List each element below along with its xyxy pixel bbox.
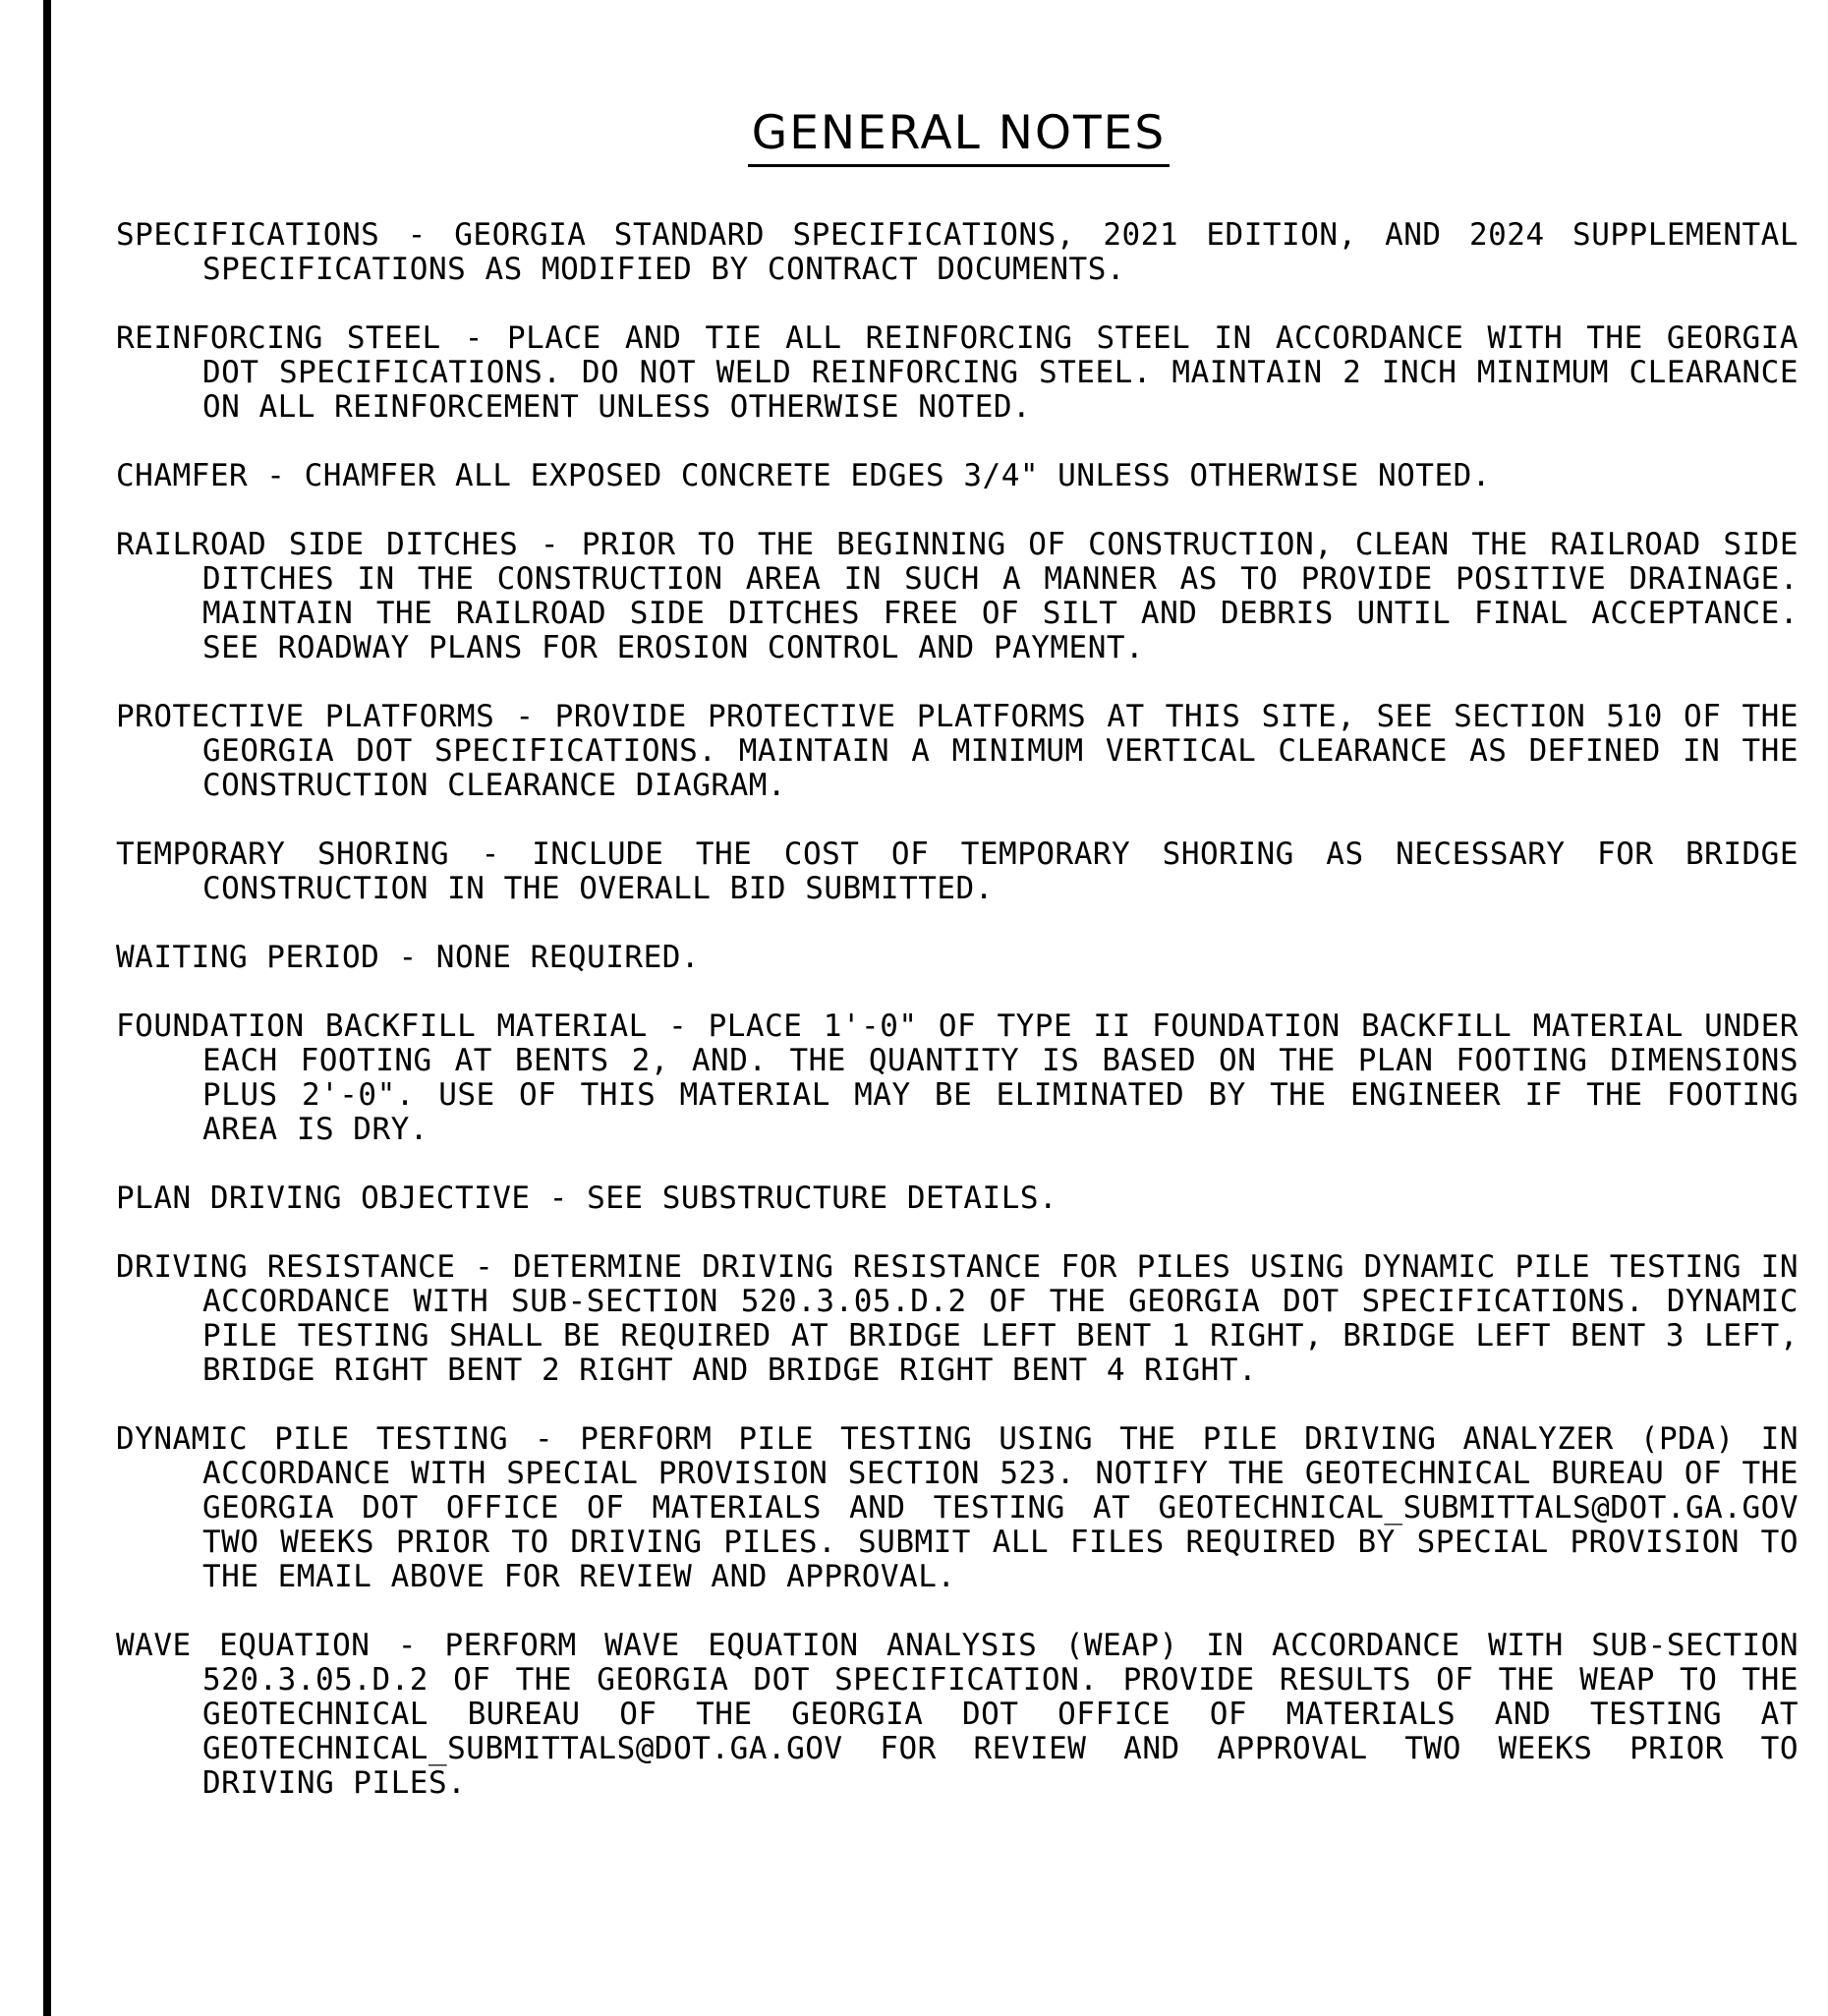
note-protective-platforms: PROTECTIVE PLATFORMS - PROVIDE PROTECTIVE PLATFORMS AT THIS SITE, SEE SECTION 510 OF THE GEORGIA DOT SPECIFICATIONS. MAINTAIN A MINIMUM VERTICAL CLEARANCE AS DEFINED IN THE CONSTRUCTION CLEARANCE DIAGRAM. <box>116 699 1799 803</box>
note-railroad-side-ditches: RAILROAD SIDE DITCHES - PRIOR TO THE BEGINNING OF CONSTRUCTION, CLEAN THE RAILROAD SIDE DITCHES IN THE CONSTRUCTION AREA IN SUCH A MANNER AS TO PROVIDE POSITIVE DRAINAGE. MAINTAIN THE RAILROAD SIDE DITCHES FREE OF SILT AND DEBRIS UNTIL FINAL ACCEPTANCE. SEE ROADWAY PLANS FOR EROSION CONTROL AND PAYMENT. <box>116 527 1799 665</box>
general-notes-list <box>116 218 1799 1835</box>
note-waiting-period: WAITING PERIOD - NONE REQUIRED. <box>116 940 701 975</box>
note-dynamic-pile-testing: DYNAMIC PILE TESTING - PERFORM PILE TESTING USING THE PILE DRIVING ANALYZER (PDA) IN ACCORDANCE WITH SPECIAL PROVISION SECTION 523. NOTIFY THE GEOTECHNICAL BUREAU OF THE GEORGIA DOT OFFICE OF MATERIALS AND TESTING AT GEOTECHNICAL_SUBMITTALS@DOT.GA.GOV TWO WEEKS PRIOR TO DRIVING PILES. SUBMIT ALL FILES REQUIRED BY SPECIAL PROVISION TO THE EMAIL ABOVE FOR REVIEW AND APPROVAL. <box>116 1421 1799 1594</box>
note-plan-driving-objective: PLAN DRIVING OBJECTIVE - SEE SUBSTRUCTURE DETAILS. <box>116 1181 1058 1216</box>
note-driving-resistance: DRIVING RESISTANCE - DETERMINE DRIVING RESISTANCE FOR PILES USING DYNAMIC PILE TESTING IN ACCORDANCE WITH SUB-SECTION 520.3.05.D.2 OF THE GEORGIA DOT SPECIFICATIONS. DYNAMIC PILE TESTING SHALL BE REQUIRED AT BRIDGE LEFT BENT 1 RIGHT, BRIDGE LEFT BENT 3 LEFT, BRIDGE RIGHT BENT 2 RIGHT AND BRIDGE RIGHT BENT 4 RIGHT. <box>116 1249 1799 1388</box>
sheet-border <box>43 0 51 2016</box>
note-reinforcing-steel: REINFORCING STEEL - PLACE AND TIE ALL REINFORCING STEEL IN ACCORDANCE WITH THE GEORGIA DOT SPECIFICATIONS. DO NOT WELD REINFORCING STEEL. MAINTAIN 2 INCH MINIMUM CLEARANCE ON ALL REINFORCEMENT UNLESS OTHERWISE NOTED. <box>116 320 1799 425</box>
note-temporary-shoring: TEMPORARY SHORING - INCLUDE THE COST OF TEMPORARY SHORING AS NECESSARY FOR BRIDGE CONSTRUCTION IN THE OVERALL BID SUBMITTED. <box>116 836 1799 906</box>
page-title <box>0 106 1828 167</box>
note-chamfer: CHAMFER - CHAMFER ALL EXPOSED CONCRETE EDGES 3/4" UNLESS OTHERWISE NOTED. <box>116 458 1491 493</box>
note-foundation-backfill: FOUNDATION BACKFILL MATERIAL - PLACE 1'-0" OF TYPE II FOUNDATION BACKFILL MATERIAL UNDER EACH FOOTING AT BENTS 2, AND. THE QUANTITY IS BASED ON THE PLAN FOOTING DIMENSIONS PLUS 2'-0". USE OF THIS MATERIAL MAY BE ELIMINATED BY THE ENGINEER IF THE FOOTING AREA IS DRY. <box>116 1008 1799 1147</box>
note-specifications: SPECIFICATIONS - GEORGIA STANDARD SPECIFICATIONS, 2021 EDITION, AND 2024 SUPPLEMENTAL SPECIFICATIONS AS MODIFIED BY CONTRACT DOCUMENTS. <box>116 217 1799 287</box>
note-wave-equation: WAVE EQUATION - PERFORM WAVE EQUATION ANALYSIS (WEAP) IN ACCORDANCE WITH SUB-SECTION 520.3.05.D.2 OF THE GEORGIA DOT SPECIFICATION. PROVIDE RESULTS OF THE WEAP TO THE GEOTECHNICAL BUREAU OF THE GEORGIA DOT OFFICE OF MATERIALS AND TESTING AT GEOTECHNICAL_SUBMITTALS@DOT.GA.GOV FOR REVIEW AND APPROVAL TWO WEEKS PRIOR TO DRIVING PILES. <box>116 1628 1799 1801</box>
page-title-text: GENERAL NOTES <box>748 106 1170 167</box>
